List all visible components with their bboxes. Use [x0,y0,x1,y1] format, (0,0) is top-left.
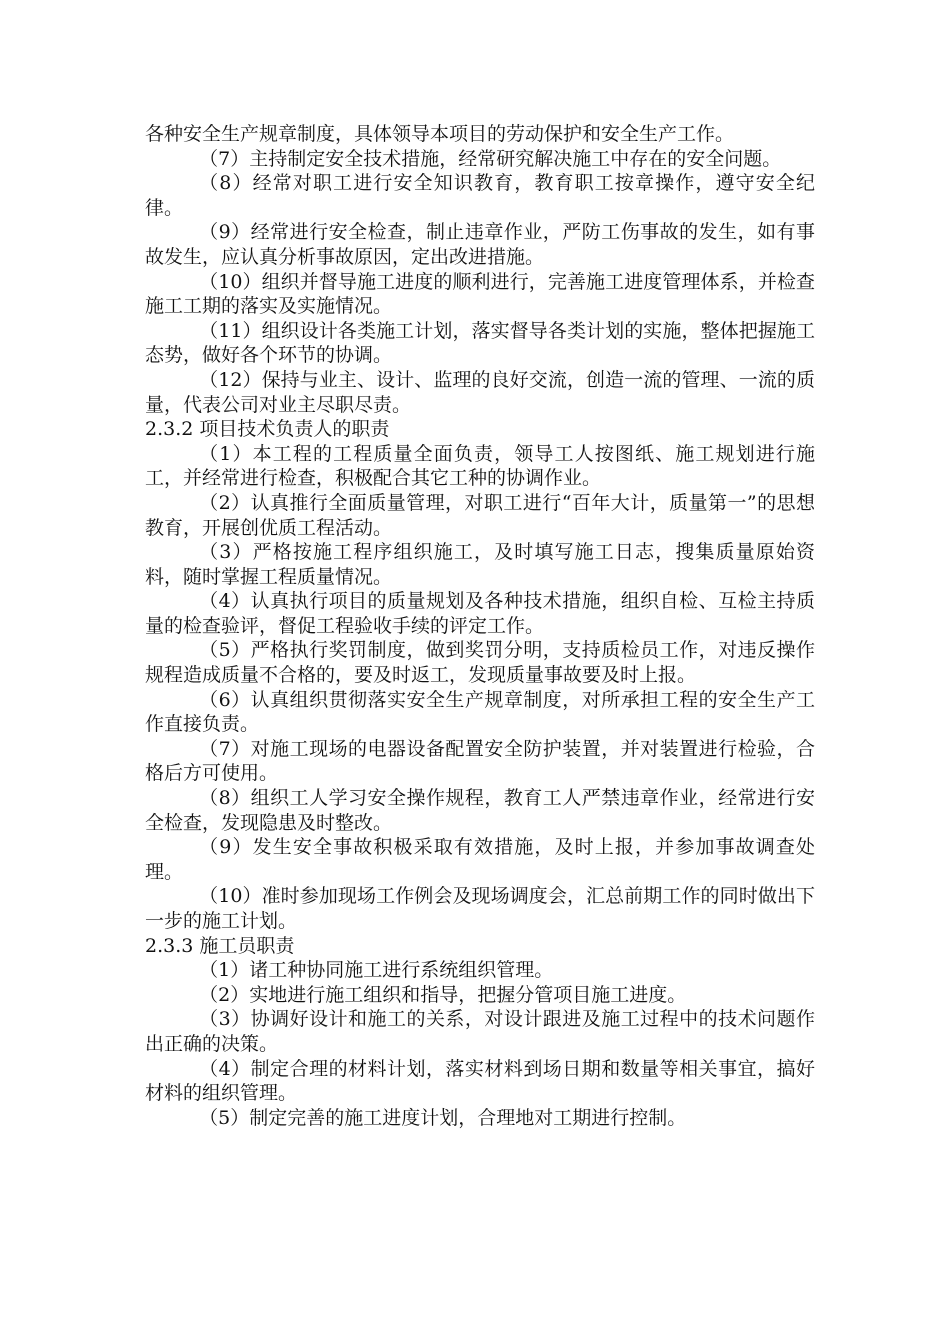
list-item: （4）制定合理的材料计划，落实材料到场日期和数量等相关事宜，搞好材料的组织管理。 [145,1057,815,1105]
list-item: （6）认真组织贯彻落实安全生产规章制度，对所承担工程的安全生产工作直接负责。 [145,688,815,736]
list-item: （4）认真执行项目的质量规划及各种技术措施，组织自检、互检主持质量的检查验评，督促工程验收手续的评定工作。 [145,590,815,637]
list-item: （2）认真推行全面质量管理，对职工进行“百年大计，质量第一”的思想教育，开展创优质工程活动。 [145,491,815,539]
list-item: （9）发生安全事故积极采取有效措施，及时上报，并参加事故调查处理。 [145,836,815,883]
list-item: （10）组织并督导施工进度的顺利进行，完善施工进度管理体系，并检查施工工期的落实及实施情况。 [145,270,815,318]
list-item: （11）组织设计各类施工计划，落实督导各类计划的实施，整体把握施工态势，做好各个环节的协调。 [145,319,815,367]
list-item: （12）保持与业主、设计、监理的良好交流，创造一流的管理、一流的质量，代表公司对业主尽职尽责。 [145,368,815,416]
list-item: （8）组织工人学习安全操作规程，教育工人严禁违章作业，经常进行安全检查，发现隐患及时整改。 [145,787,815,834]
section-title: 项目技术负责人的职责 [199,418,390,441]
list-item: （7）对施工现场的电器设备配置安全防护装置，并对装置进行检验，合格后方可使用。 [145,737,815,785]
section-number: 2.3.2 [145,418,194,441]
list-item: （3）协调好设计和施工的关系，对设计跟进及施工过程中的技术问题作出正确的决策。 [145,1008,815,1055]
list-item: （10）准时参加现场工作例会及现场调度会，汇总前期工作的同时做出下一步的施工计划。 [145,885,815,932]
section-heading-2-3-3 [145,934,815,959]
continuation-paragraph: 各种安全生产规章制度，具体领导本项目的劳动保护和安全生产工作。 [145,123,735,145]
list-item: （2）实地进行施工组织和指导，把握分管项目施工进度。 [199,983,687,1006]
section-heading-2-3-2 [145,417,815,442]
list-item: （8）经常对职工进行安全知识教育，教育职工按章操作，遵守安全纪律。 [145,172,815,219]
list-item: （9）经常进行安全检查，制止违章作业，严防工伤事故的发生，如有事故发生，应认真分析事故原因，定出改进措施。 [145,221,815,268]
list-item: （1）本工程的工程质量全面负责，领导工人按图纸、施工规划进行施工，并经常进行检查，积极配合其它工种的协调作业。 [145,442,815,490]
section-number: 2.3.3 [145,934,194,957]
list-item: （1）诸工种协同施工进行系统组织管理。 [199,959,554,982]
list-item: （5）严格执行奖罚制度，做到奖罚分明，支持质检员工作，对违反操作规程造成质量不合格的，要及时返工，发现质量事故要及时上报。 [145,639,815,687]
list-item: （5）制定完善的施工进度计划，合理地对工期进行控制。 [199,1106,687,1129]
section-title: 施工员职责 [199,934,295,957]
document-page [145,122,815,1130]
list-item: （7）主持制定安全技术措施，经常研究解决施工中存在的安全问题。 [199,147,782,170]
list-item: （3）严格按施工程序组织施工，及时填写施工日志，搜集质量原始资料，随时掌握工程质量情况。 [145,541,815,588]
